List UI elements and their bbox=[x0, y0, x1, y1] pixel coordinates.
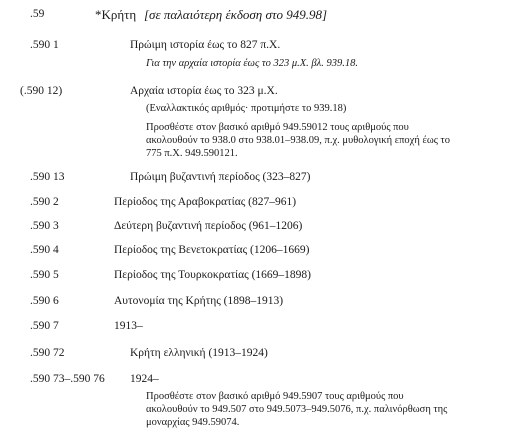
entry-heading: Αρχαία ιστορία έως το 323 μ.Χ. bbox=[130, 85, 278, 97]
entry-instruction-line: Προσθέστε στον βασικό αριθμό 949.5907 τους αριθμούς που bbox=[146, 391, 404, 402]
entry-heading: Δεύτερη βυζαντινή περίοδος (961–1206) bbox=[114, 220, 303, 232]
entry-number: .590 2 bbox=[30, 196, 59, 208]
entry-number: .590 4 bbox=[30, 244, 59, 256]
entry-heading: 1924– bbox=[130, 373, 159, 385]
entry-number: .590 5 bbox=[30, 269, 59, 281]
entry-instruction-line: 775 π.Χ. 949.590121. bbox=[146, 148, 238, 159]
entry-number: .590 1 bbox=[30, 39, 59, 51]
entry-heading: Αυτονομία της Κρήτης (1898–1913) bbox=[114, 295, 284, 307]
entry-instruction-line: ακολουθούν το 949.507 στο 949.5073–949.5076, π.χ. παλινόρθωση της bbox=[146, 404, 448, 415]
entry-heading: Πρώιμη βυζαντινή περίοδος (323–827) bbox=[130, 171, 311, 183]
entry-note: (Εναλλακτικός αριθμός· προτιμήστε το 939.18) bbox=[146, 103, 347, 114]
entry-number: .590 7 bbox=[30, 320, 59, 332]
entry-number: .590 6 bbox=[30, 295, 59, 307]
header-note: [σε παλαιότερη έκδοση στο 949.98] bbox=[144, 7, 328, 22]
entry-heading: Κρήτη ελληνική (1913–1924) bbox=[130, 347, 268, 359]
entry-heading: Πρώιμη ιστορία έως το 827 π.Χ. bbox=[130, 39, 281, 51]
entry-heading: 1913– bbox=[114, 320, 143, 332]
entry-heading: Περίοδος της Βενετοκρατίας (1206–1669) bbox=[114, 244, 310, 256]
header-number: .59 bbox=[30, 8, 45, 20]
entry-heading: Περίοδος της Αραβοκρατίας (827–961) bbox=[114, 196, 297, 208]
entry-note: Για την αρχαία ιστορία έως το 323 μ.Χ. βλ. 939.18. bbox=[146, 58, 358, 69]
entry-number: .590 73–.590 76 bbox=[30, 373, 105, 385]
entry-number: (.590 12) bbox=[20, 85, 63, 97]
header-title: *Κρήτη bbox=[95, 7, 137, 22]
entry-heading: Περίοδος της Τουρκοκρατίας (1669–1898) bbox=[114, 269, 312, 281]
entry-number: .590 13 bbox=[30, 171, 65, 183]
entry-instruction-line: Προσθέστε στον βασικό αριθμό 949.59012 τους αριθμούς που bbox=[146, 122, 409, 133]
entry-instruction-line: μοναρχίας 949.59074. bbox=[146, 417, 240, 428]
entry-instruction-line: ακολουθούν το 938.0 στο 938.01–938.09, π.χ. μυθολογική εποχή έως το bbox=[146, 135, 451, 146]
entry-number: .590 72 bbox=[30, 347, 65, 359]
entry-number: .590 3 bbox=[30, 220, 59, 232]
